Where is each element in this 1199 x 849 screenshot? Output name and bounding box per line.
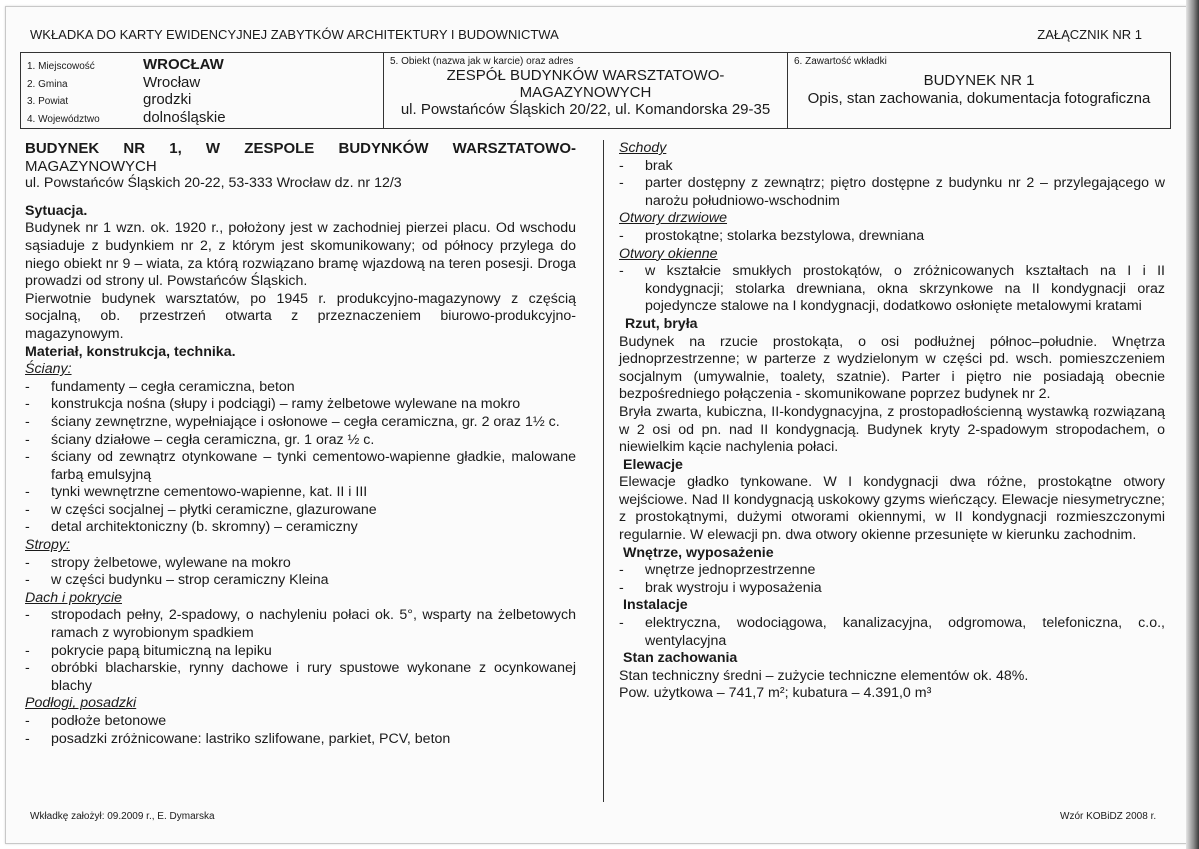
dash: - (25, 484, 30, 501)
list-item (25, 449, 576, 484)
list-item (25, 731, 576, 749)
object-name-line1: ZESPÓŁ BUDYNKÓW WARSZTATOWO- (446, 67, 725, 84)
location-label: 2. Gmina (27, 78, 68, 90)
install-list (619, 615, 1165, 650)
list-item-text: stropodach pełny, 2-spadowy, o nachyleniu połaci ok. 5°, wsparty na żelbetowych ramach z wyrobionym spadkiem (51, 607, 576, 642)
location-row (27, 109, 377, 127)
list-item (25, 607, 576, 642)
list-item-text: brak wystroju i wyposażenia (645, 579, 822, 596)
list-item (25, 502, 576, 520)
paragraph: Pow. użytkowa – 741,7 m²; kubatura – 4.391,0 m³ (619, 685, 932, 702)
list-item (25, 432, 576, 450)
document-title: WKŁADKA DO KARTY EWIDENCYJNEJ ZABYTKÓW ARCHITEKTURY I BUDOWNICTWA (30, 27, 559, 42)
roof-list (25, 607, 576, 695)
dash: - (25, 431, 30, 448)
walls-list (25, 379, 576, 537)
location-row (27, 56, 377, 74)
right-column (619, 140, 1165, 703)
list-item-text: fundamenty – cegła ceramiczna, beton (51, 378, 295, 395)
footer-template: Wzór KOBiDZ 2008 r. (1060, 811, 1157, 822)
location-label: 1. Miejscowość (27, 61, 95, 72)
list-item (25, 713, 576, 731)
list-item-text: konstrukcja nośna (słupy i podciągi) – ramy żelbetowe wylewane na mokro (51, 396, 521, 413)
list-item (25, 519, 576, 537)
list-item (25, 414, 576, 432)
footer-author: Wkładkę założył: 09.2009 r., E. Dymarska (30, 811, 215, 822)
list-item (25, 572, 576, 590)
list-item (619, 615, 1165, 650)
content-description: Opis, stan zachowania, dokumentacja fotograficzna (807, 90, 1151, 107)
dash: - (25, 413, 30, 430)
location-value: Wrocław (143, 73, 201, 91)
subsection-heading: Ściany: (25, 361, 72, 378)
object-label: 5. Obiekt (nazwa jak w karcie) oraz adres (390, 56, 574, 67)
dash: - (25, 554, 30, 571)
subsection-heading: Dach i pokrycie (25, 589, 122, 606)
list-item (25, 484, 576, 502)
section-heading: Elewacje (623, 456, 683, 473)
dash: - (619, 615, 624, 632)
list-item (619, 263, 1165, 316)
location-label: 4. Województwo (27, 113, 100, 125)
list-item (619, 228, 1165, 246)
content-box (788, 53, 1170, 128)
dash: - (25, 642, 30, 659)
info-boxes (20, 52, 1171, 129)
scan-edge (1186, 0, 1199, 849)
location-box (21, 53, 384, 128)
stairs-list (619, 158, 1165, 211)
floors-list (25, 713, 576, 748)
building-title (25, 140, 576, 158)
paragraph: Budynek nr 1 wzn. ok. 1920 r., położony jest w zachodniej pierzei placu. Od wschodu sąsiaduje z budynkiem nr 2, z którym jest skomunikowany; od północy przylega do niego obiekt nr 9 – wiata, za którą rozwiązano bramę wjazdową na teren posesji. Droga prowadzi od strony ul. Powstańców Śląskich. (25, 220, 576, 290)
doors-list (619, 228, 1165, 246)
column-divider (603, 140, 604, 802)
building-title-line2: MAGAZYNOWYCH (25, 157, 157, 175)
body-columns (25, 140, 1175, 795)
list-item-text: w kształcie smukłych prostokątów, o zróżnicowanych kształtach na I i II kondygnacji; stolarka drewniana, okna skrzynkowe na II kondygnacji oraz pojedyncze stalowe na I kondygnacji, dodatkowo osłonięte metalowymi kratami (645, 263, 1165, 315)
list-item-text: brak (645, 157, 673, 174)
dash: - (25, 572, 30, 589)
list-item (25, 555, 576, 573)
interior-list (619, 562, 1165, 597)
location-value: dolnośląskie (143, 108, 226, 126)
subsection-heading: Podłogi, posadzki (25, 695, 137, 712)
building-title-text: BUDYNEK NR 1, W ZESPOLE BUDYNKÓW WARSZTATOWO- (25, 140, 576, 157)
paragraph: Bryła zwarta, kubiczna, II-kondygnacyjna, z prostopadłościenną wystawką rozwiązaną w 2 osi od pn. nad II kondygnacją. Budynek kryty 2-spadowym stropodachem, o niewielkim kącie nachylenia połaci. (619, 403, 1165, 456)
dash: - (619, 263, 624, 280)
object-name-line2: MAGAZYNOWYCH (519, 84, 652, 101)
list-item-text: w części budynku – strop ceramiczny Kleina (51, 572, 329, 589)
list-item (619, 562, 1165, 580)
list-item-text: obróbki blacharskie, rynny dachowe i rury spustowe wykonane z ocynkowanej blachy (51, 660, 576, 694)
list-item-text: tynki wewnętrzne cementowo-wapienne, kat. II i III (51, 484, 368, 501)
dash: - (25, 396, 30, 413)
list-item-text: ściany od zewnątrz otynkowane – tynki cementowo-wapienne gładkie, malowane farbą emulsyjną (51, 449, 576, 483)
list-item (25, 379, 576, 397)
list-item-text: w części socjalnej – płytki ceramiczne, glazurowane (51, 501, 377, 518)
section-heading: Materiał, konstrukcja, technika. (25, 343, 236, 360)
list-item-text: ściany zewnętrzne, wypełniające i osłonowe – cegła ceramiczna, gr. 2 oraz 1½ c. (51, 413, 560, 430)
location-row (27, 91, 377, 109)
list-item-text: posadzki zróżnicowane: lastriko szlifowane, parkiet, PCV, beton (51, 730, 451, 747)
subsection-heading: Schody (619, 140, 667, 156)
list-item-text: podłoże betonowe (51, 713, 167, 729)
dash: - (25, 378, 30, 395)
left-column (25, 140, 576, 748)
dash: - (25, 607, 30, 624)
section-heading: Rzut, bryła (625, 315, 698, 332)
list-item (619, 158, 1165, 176)
dash: - (25, 660, 30, 677)
ceilings-list (25, 555, 576, 590)
subsection-heading: Otwory drzwiowe (619, 210, 728, 227)
list-item (619, 175, 1165, 210)
dash: - (619, 562, 624, 579)
section-heading: Instalacje (623, 597, 688, 614)
list-item (619, 580, 1165, 598)
object-address: ul. Powstańców Śląskich 20/22, ul. Komandorska 29-35 (400, 101, 771, 118)
content-title: BUDYNEK NR 1 (923, 72, 1035, 89)
windows-list (619, 263, 1165, 316)
list-item-text: pokrycie papą bitumiczną na lepiku (51, 642, 272, 659)
list-item-text: stropy żelbetowe, wylewane na mokro (51, 554, 291, 571)
dash: - (619, 579, 624, 596)
list-item-text: detal architektoniczny (b. skromny) – ceramiczny (51, 519, 358, 536)
object-box (384, 53, 788, 128)
paragraph: Budynek na rzucie prostokąta, o osi podłużnej północ–południe. Wnętrza jednoprzestrzenne; w parterze z wydzielonym w części pd. wsch. pomieszczeniem socjalnym (umywalnie, toalety, szatnie). Parter i piętro nie posiadają obecnie bezpośredniego połączenia - skomunikowane poprzez budynek nr 2. (619, 333, 1165, 403)
paragraph: Elewacje gładko tynkowane. W I kondygnacji dwa różne, prostokątne otwory wejściowe. Nad II kondygnacją uskokowy gzyms wieńczący. Elewacje niesymetryczne; z prostokątnymi, dużymi otworami okiennymi, w II kondygnacji rozmieszczonymi regularnie. W elewacji pn. dwa otwory okienne przesunięte w kierunku zachodnim. (619, 474, 1165, 544)
section-heading: Sytuacja. (25, 202, 88, 219)
paragraph: Stan techniczny średni – zużycie techniczne elementów ok. 48%. (619, 667, 1029, 684)
subsection-heading: Stropy: (25, 537, 70, 554)
section-heading: Stan zachowania (623, 650, 738, 667)
dash: - (25, 730, 30, 747)
dash: - (619, 175, 624, 192)
list-item-text: elektryczna, wodociągowa, kanalizacyjna, odgromowa, telefoniczna, c.o., wentylacyjna (645, 615, 1165, 649)
list-item-text: wnętrze jednoprzestrzenne (645, 562, 816, 579)
list-item (25, 660, 576, 695)
section-heading: Wnętrze, wyposażenie (623, 544, 774, 561)
list-item-text: ściany działowe – cegła ceramiczna, gr. 1 oraz ½ c. (51, 431, 375, 448)
dash: - (25, 519, 30, 536)
dash: - (25, 501, 30, 518)
list-item-text: prostokątne; stolarka bezstylowa, drewniana (645, 227, 925, 244)
location-label: 3. Powiat (27, 96, 69, 107)
document-header (30, 27, 1142, 42)
dash: - (25, 713, 30, 729)
list-item-text: parter dostępny z zewnątrz; piętro dostępne z budynku nr 2 – przylegającego w narożu południowo-wschodnim (645, 175, 1165, 209)
spacer (25, 193, 576, 203)
location-value: grodzki (143, 91, 192, 108)
location-row (27, 74, 377, 92)
dash: - (25, 449, 30, 466)
subsection-heading: Otwory okienne (619, 245, 718, 262)
dash: - (619, 157, 624, 174)
building-address: ul. Powstańców Śląskich 20-22, 53-333 Wrocław dz. nr 12/3 (25, 175, 402, 192)
paragraph: Pierwotnie budynek warsztatów, po 1945 r. produkcyjno-magazynowy z częścią socjalną, ob. przestrzeń otwarta z przeznaczeniem biurowo-produkcyjno-magazynowym. (25, 290, 576, 342)
dash: - (619, 227, 624, 244)
annex-label: ZAŁĄCZNIK NR 1 (1037, 27, 1142, 42)
list-item (25, 643, 576, 661)
location-value: WROCŁAW (143, 56, 224, 73)
content-label: 6. Zawartość wkładki (794, 56, 887, 67)
list-item (25, 396, 576, 414)
